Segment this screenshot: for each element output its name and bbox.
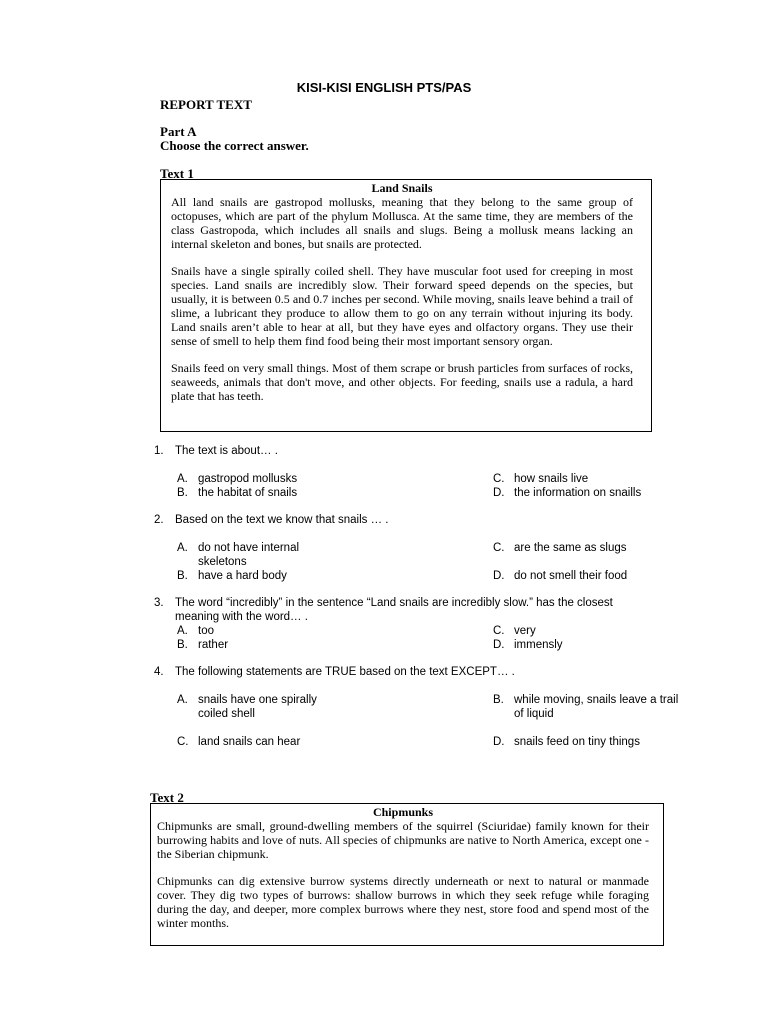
option-text: very — [514, 625, 536, 637]
text2-title: Chipmunks — [372, 805, 434, 819]
option-text: the habitat of snails — [198, 487, 298, 499]
option-letter: C. — [177, 736, 189, 748]
question-4 — [154, 665, 654, 679]
option-text: while moving, snails leave a trail of liquid — [514, 694, 679, 720]
option-letter: A. — [177, 625, 188, 637]
text2-paragraph: Chipmunks can dig extensive burrow systems directly underneath or next to natural or manmade cover. They dig two types of burrows: shallow burrows in which they seek refuge while foraging during the day, and deeper, more complex burrows where they nest, store food and spend most of the winter months. — [157, 874, 649, 930]
option-letter: A. — [177, 542, 188, 554]
option-text: gastropod mollusks — [198, 473, 298, 485]
question-number: 2. — [154, 514, 164, 526]
option-2a[interactable] — [177, 541, 357, 569]
option-letter: D. — [493, 639, 505, 651]
option-4b[interactable] — [493, 693, 693, 721]
option-text: too — [198, 625, 214, 637]
question-3 — [154, 596, 614, 624]
option-text: do not have internal skeletons — [198, 542, 300, 568]
option-text: the information on snaills — [514, 487, 642, 499]
question-text: The following statements are TRUE based on the text EXCEPT… . — [175, 666, 515, 678]
option-3c[interactable] — [493, 624, 743, 638]
option-letter: A. — [177, 473, 188, 485]
page-title: KISI-KISI ENGLISH PTS/PAS — [296, 80, 472, 95]
option-3b[interactable] — [177, 638, 477, 652]
option-text: have a hard body — [198, 570, 287, 582]
option-2b[interactable] — [177, 569, 477, 583]
option-text: snails feed on tiny things — [514, 736, 640, 748]
option-letter: D. — [493, 736, 505, 748]
option-text: snails have one spirally coiled shell — [198, 694, 317, 720]
option-1d[interactable] — [493, 486, 743, 500]
option-1b[interactable] — [177, 486, 477, 500]
option-letter: B. — [177, 639, 188, 651]
option-2c[interactable] — [493, 541, 743, 555]
option-1c[interactable] — [493, 472, 743, 486]
question-text: The word “incredibly” in the sentence “Land snails are incredibly slow.” has the closest meaning with the word… . — [175, 597, 613, 623]
question-number: 4. — [154, 666, 164, 678]
option-text: are the same as slugs — [514, 542, 627, 554]
text2-paragraph: Chipmunks are small, ground-dwelling members of the squirrel (Sciuridae) family known for their burrowing habits and love of nuts. All species of chipmunks are native to North America, except one - the Siberian chipmunk. — [157, 819, 649, 861]
option-text: immensly — [514, 639, 563, 651]
question-1 — [154, 444, 654, 458]
text1-paragraph: Snails have a single spirally coiled shell. They have muscular foot used for creeping in most species. Land snails are incredibly slow. Their forward speed depends on the species, but usually, it is between 0.5 and 0.7 inches per second. While moving, snails leave behind a trail of slime, a lubricant they produce to allow them to go on any terrain without injuring its body. Land snails aren’t able to hear at all, but they have eyes and olfactory organs. They use their sense of smell to help them find food being their most important sensory organ. — [171, 264, 633, 348]
option-2d[interactable] — [493, 569, 743, 583]
question-number: 1. — [154, 445, 164, 457]
text2-passage-box — [150, 803, 664, 946]
question-text: The text is about… . — [175, 445, 278, 457]
instruction: Choose the correct answer. — [160, 138, 309, 153]
text1-label: Text 1 — [160, 166, 194, 181]
question-2 — [154, 513, 654, 527]
option-letter: B. — [493, 694, 504, 706]
option-4c[interactable] — [177, 735, 477, 749]
option-letter: D. — [493, 570, 505, 582]
option-letter: B. — [177, 487, 188, 499]
option-3d[interactable] — [493, 638, 743, 652]
question-number: 3. — [154, 597, 164, 609]
question-text: Based on the text we know that snails … . — [175, 514, 389, 526]
option-text: land snails can hear — [198, 736, 301, 748]
option-letter: B. — [177, 570, 188, 582]
option-letter: D. — [493, 487, 505, 499]
option-letter: C. — [493, 473, 505, 485]
option-letter: C. — [493, 625, 505, 637]
option-4d[interactable] — [493, 735, 743, 749]
option-letter: A. — [177, 694, 188, 706]
option-text: how snails live — [514, 473, 589, 485]
option-1a[interactable] — [177, 472, 477, 486]
option-text: do not smell their food — [514, 570, 628, 582]
option-4a[interactable] — [177, 693, 357, 721]
text1-paragraph: Snails feed on very small things. Most of them scrape or brush particles from surfaces of rocks, seaweeds, animals that don't move, and other objects. For feeding, snails use a radula, a hard plate that has teeth. — [171, 361, 633, 403]
option-3a[interactable] — [177, 624, 477, 638]
text1-title: Land Snails — [371, 181, 433, 195]
text1-paragraph: All land snails are gastropod mollusks, meaning that they belong to the same group of octopuses, which are part of the phylum Mollusca. At the same time, they are members of the class Gastropoda, which includes all snails and slugs. Being a mollusk means lacking an internal skeleton and bones, but snails are protected. — [171, 195, 633, 251]
option-letter: C. — [493, 542, 505, 554]
text2-label: Text 2 — [150, 790, 184, 805]
part-label: Part A — [160, 124, 197, 139]
text1-passage-box — [160, 179, 652, 432]
option-text: rather — [198, 639, 229, 651]
section-heading: REPORT TEXT — [160, 97, 252, 112]
